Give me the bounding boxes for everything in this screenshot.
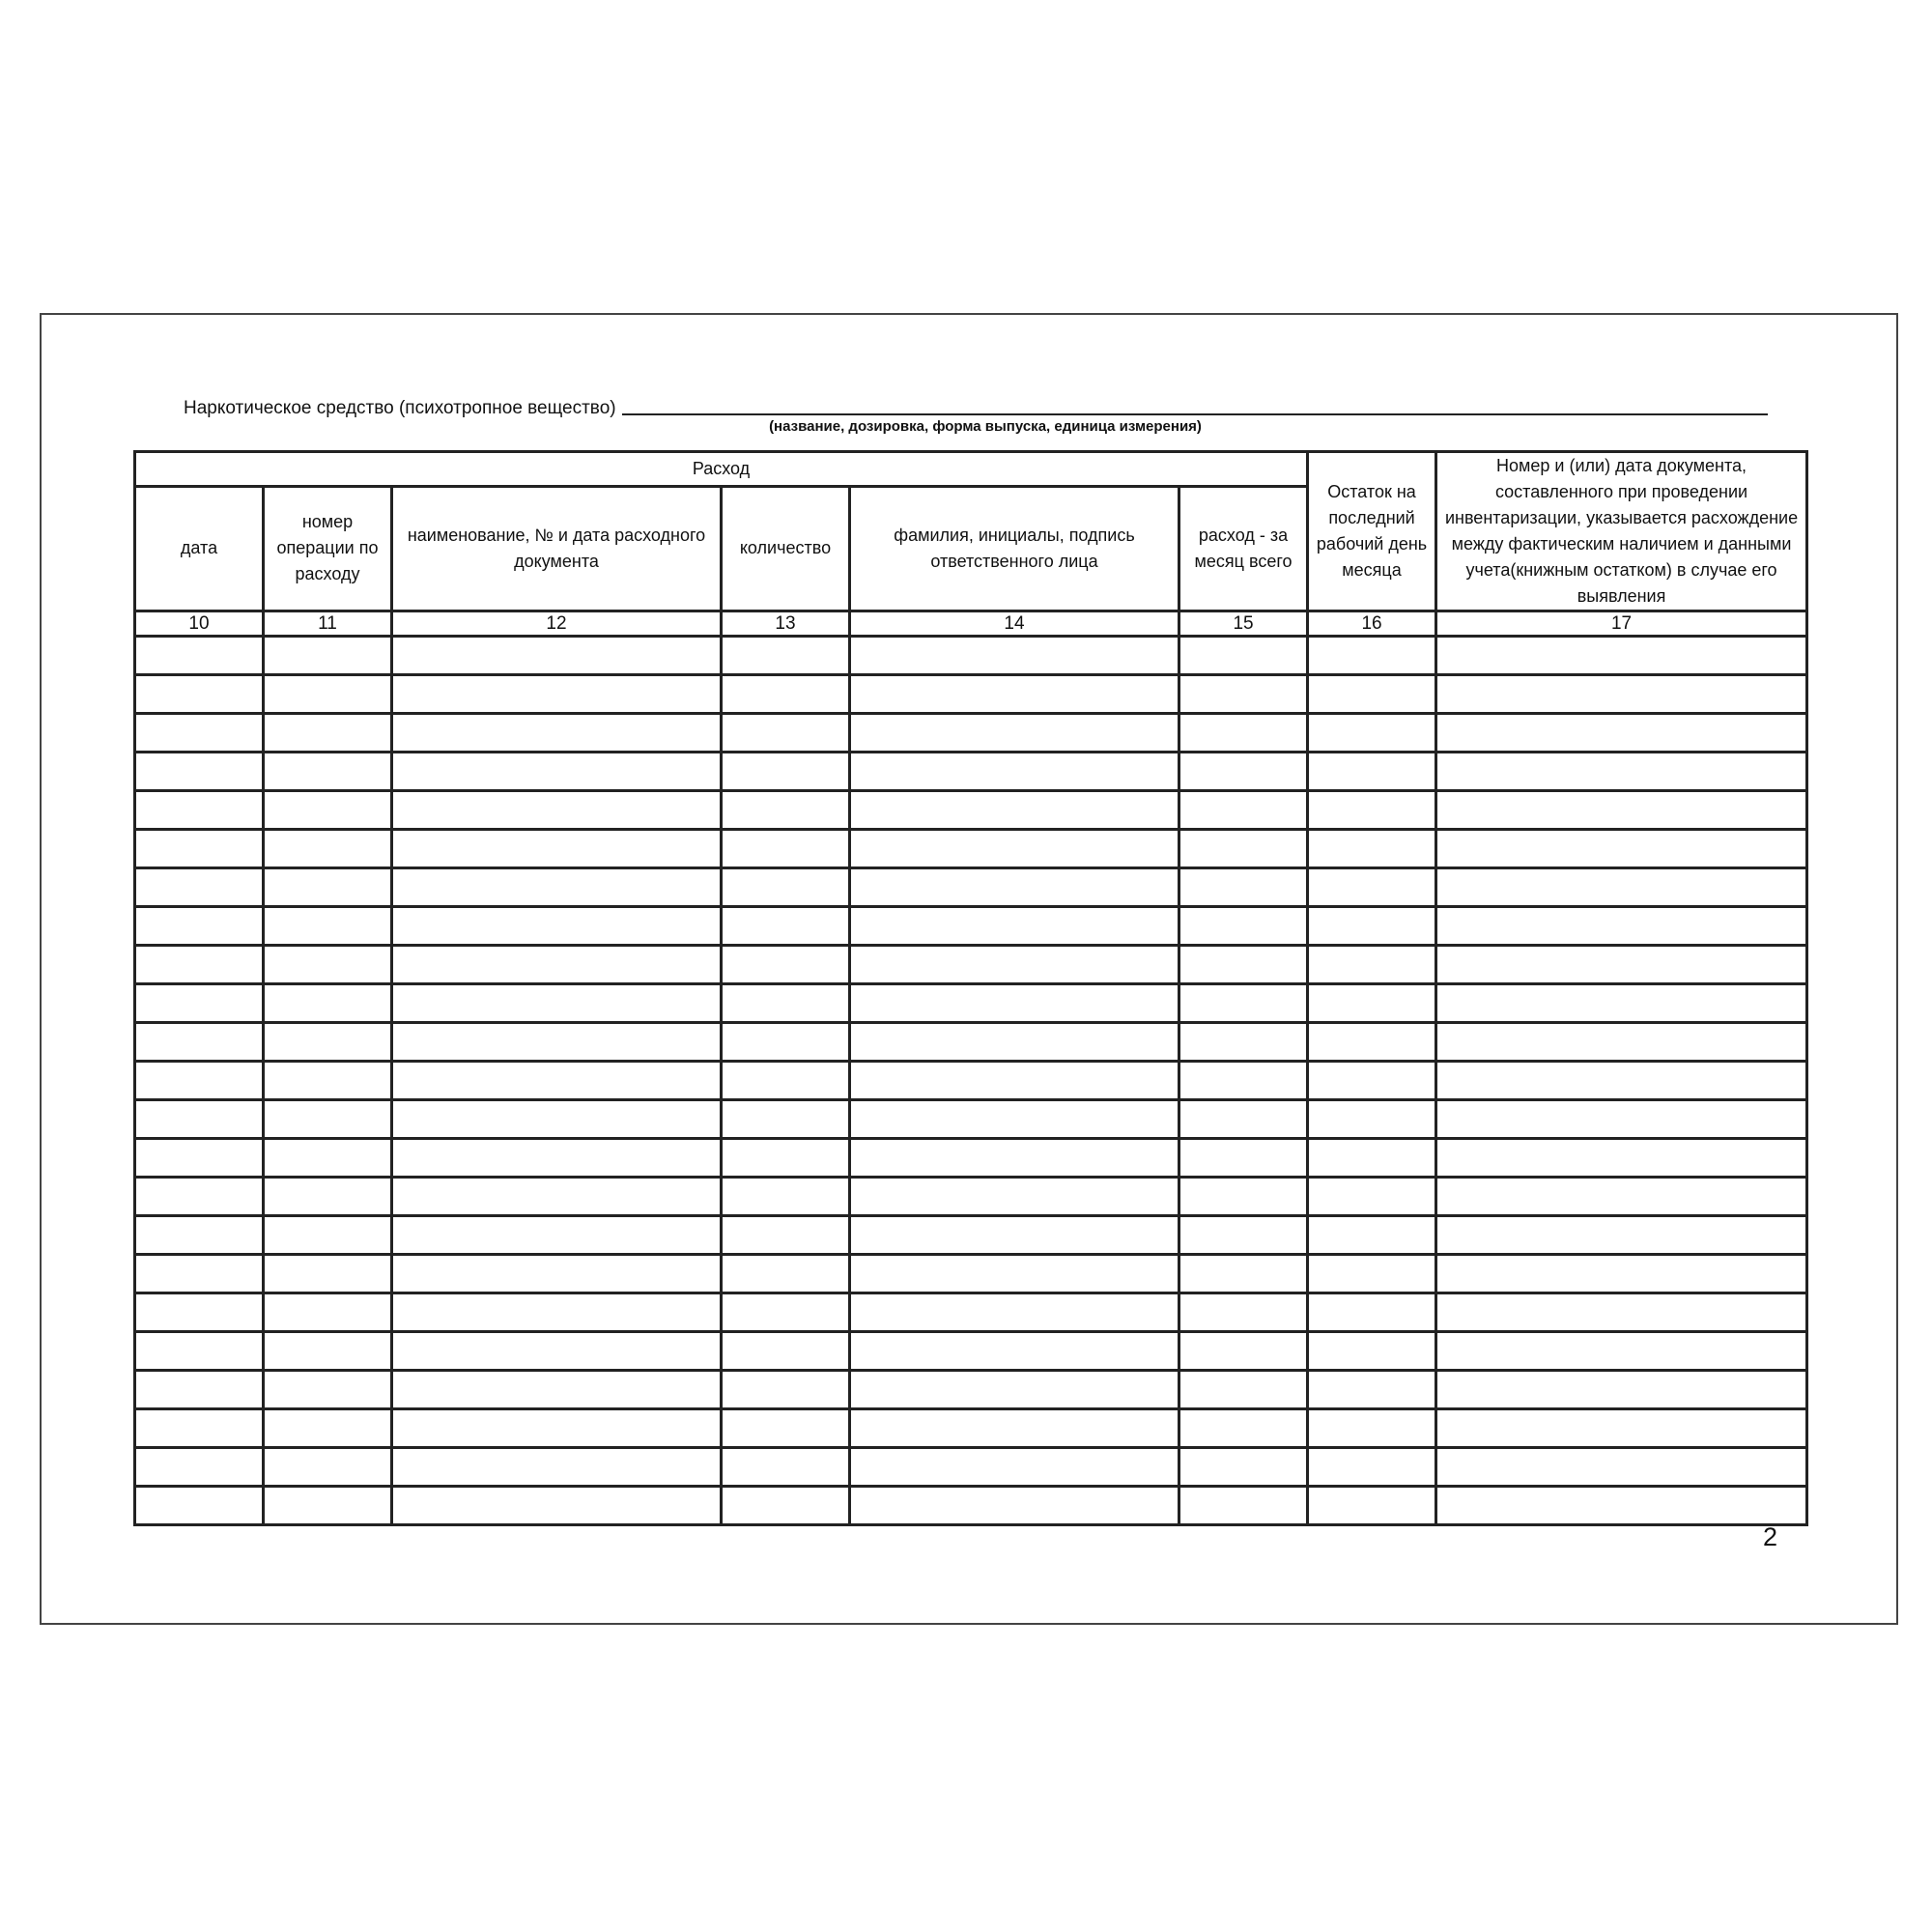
table-cell[interactable] [1436,1409,1807,1448]
table-cell[interactable] [1436,637,1807,675]
table-row [135,1371,1807,1409]
table-cell[interactable] [1308,984,1436,1023]
table-cell[interactable] [722,1178,850,1216]
table-row [135,946,1807,984]
table-cell[interactable] [850,1409,1179,1448]
table-cell[interactable] [1308,637,1436,675]
column-number: 13 [722,611,850,637]
table-cell[interactable] [850,637,1179,675]
table-cell[interactable] [1436,1448,1807,1487]
table-cell[interactable] [1179,830,1308,868]
column-number: 11 [264,611,392,637]
table-row [135,714,1807,753]
table-cell[interactable] [850,984,1179,1023]
table-cell[interactable] [722,984,850,1023]
table-cell[interactable] [850,714,1179,753]
table-cell[interactable] [1436,868,1807,907]
table-cell[interactable] [264,907,392,946]
table-cell[interactable] [850,907,1179,946]
table-row [135,1487,1807,1525]
table-cell[interactable] [135,1023,264,1062]
table-cell[interactable] [392,907,722,946]
table-row [135,675,1807,714]
table-cell[interactable] [1308,1139,1436,1178]
table-cell[interactable] [392,946,722,984]
table-cell[interactable] [392,868,722,907]
table-cell[interactable] [850,868,1179,907]
journal-body [135,637,1807,1525]
table-cell[interactable] [135,1409,264,1448]
column-number: 15 [1179,611,1308,637]
table-cell[interactable] [392,1178,722,1216]
table-cell[interactable] [850,1487,1179,1525]
table-cell[interactable] [135,1371,264,1409]
table-cell[interactable] [850,1332,1179,1371]
table-cell[interactable] [1179,1216,1308,1255]
table-cell[interactable] [1179,1178,1308,1216]
substance-heading [184,390,1768,419]
table-cell[interactable] [392,1448,722,1487]
table-row [135,753,1807,791]
table-cell[interactable] [264,984,392,1023]
table-cell[interactable] [392,1371,722,1409]
table-row [135,637,1807,675]
table-cell[interactable] [135,1100,264,1139]
table-cell[interactable] [722,791,850,830]
table-cell[interactable] [1179,984,1308,1023]
table-cell[interactable] [264,1409,392,1448]
table-cell[interactable] [1308,753,1436,791]
column-header-document: наименование, № и дата расходного документа [392,486,722,611]
table-cell[interactable] [850,1293,1179,1332]
table-cell[interactable] [1308,907,1436,946]
table-cell[interactable] [1436,1023,1807,1062]
table-cell[interactable] [135,1293,264,1332]
table-cell[interactable] [1179,1371,1308,1409]
table-cell[interactable] [1308,946,1436,984]
table-cell[interactable] [722,637,850,675]
table-row [135,1293,1807,1332]
column-number: 12 [392,611,722,637]
table-cell[interactable] [1179,753,1308,791]
table-cell[interactable] [264,1023,392,1062]
table-cell[interactable] [392,1487,722,1525]
table-cell[interactable] [1179,1139,1308,1178]
table-cell[interactable] [264,1448,392,1487]
table-cell[interactable] [135,637,264,675]
table-cell[interactable] [722,1062,850,1100]
table-cell[interactable] [264,830,392,868]
table-cell[interactable] [1436,1216,1807,1255]
group-header-expense: Расход [135,452,1308,487]
table-cell[interactable] [722,1293,850,1332]
table-row [135,1409,1807,1448]
table-cell[interactable] [1436,1332,1807,1371]
table-cell[interactable] [1179,1100,1308,1139]
table-cell[interactable] [1436,1062,1807,1100]
table-row [135,1448,1807,1487]
inventory-header: Номер и (или) дата документа, составленного при проведении инвентаризации, указывается расхождение между фактическим наличием и данными учета(книжным остатком) в случае его выявления [1436,452,1807,611]
table-cell[interactable] [722,1371,850,1409]
column-header-operation-number: номер операции по расходу [264,486,392,611]
table-cell[interactable] [392,753,722,791]
table-cell[interactable] [722,1100,850,1139]
table-cell[interactable] [1436,946,1807,984]
table-cell[interactable] [1436,1255,1807,1293]
table-cell[interactable] [392,637,722,675]
table-cell[interactable] [264,714,392,753]
table-cell[interactable] [1179,1332,1308,1371]
table-cell[interactable] [264,1255,392,1293]
table-cell[interactable] [1308,1409,1436,1448]
table-cell[interactable] [135,791,264,830]
table-cell[interactable] [1436,1100,1807,1139]
table-row [135,1062,1807,1100]
table-cell[interactable] [392,1255,722,1293]
table-cell[interactable] [850,1139,1179,1178]
table-row [135,1023,1807,1062]
table-cell[interactable] [135,907,264,946]
table-cell[interactable] [135,868,264,907]
table-cell[interactable] [850,1216,1179,1255]
table-cell[interactable] [1308,830,1436,868]
table-cell[interactable] [264,1216,392,1255]
column-number: 10 [135,611,264,637]
table-cell[interactable] [1308,1023,1436,1062]
table-cell[interactable] [1436,753,1807,791]
table-cell[interactable] [392,1332,722,1371]
table-cell[interactable] [850,1448,1179,1487]
table-cell[interactable] [1179,637,1308,675]
table-cell[interactable] [392,984,722,1023]
table-row [135,1332,1807,1371]
table-cell[interactable] [1179,907,1308,946]
table-row [135,868,1807,907]
table-cell[interactable] [135,675,264,714]
table-cell[interactable] [1179,946,1308,984]
table-cell[interactable] [264,1100,392,1139]
table-cell[interactable] [1436,1178,1807,1216]
table-cell[interactable] [850,791,1179,830]
table-cell[interactable] [135,1216,264,1255]
table-cell[interactable] [1308,1178,1436,1216]
table-cell[interactable] [264,791,392,830]
table-cell[interactable] [1308,1293,1436,1332]
table-cell[interactable] [1179,1293,1308,1332]
table-cell[interactable] [1179,1023,1308,1062]
table-cell[interactable] [264,1487,392,1525]
table-cell[interactable] [1179,791,1308,830]
table-cell[interactable] [135,1178,264,1216]
table-cell[interactable] [135,1332,264,1371]
table-cell[interactable] [1436,1371,1807,1409]
table-cell[interactable] [264,1139,392,1178]
table-cell[interactable] [1308,714,1436,753]
table-cell[interactable] [264,1332,392,1371]
table-cell[interactable] [1436,1139,1807,1178]
table-cell[interactable] [850,1023,1179,1062]
table-cell[interactable] [1308,1371,1436,1409]
column-header-monthly-total: расход - за месяц всего [1179,486,1308,611]
table-cell[interactable] [392,1023,722,1062]
table-cell[interactable] [264,1371,392,1409]
table-cell[interactable] [264,946,392,984]
remainder-header: Остаток на последний рабочий день месяца [1308,452,1436,611]
table-cell[interactable] [850,946,1179,984]
table-cell[interactable] [722,753,850,791]
table-cell[interactable] [392,1100,722,1139]
table-cell[interactable] [1179,1255,1308,1293]
table-cell[interactable] [264,1062,392,1100]
substance-fill-line[interactable] [622,412,1768,415]
table-cell[interactable] [135,984,264,1023]
table-cell[interactable] [1436,714,1807,753]
table-cell[interactable] [1308,1487,1436,1525]
table-cell[interactable] [850,1178,1179,1216]
table-cell[interactable] [1308,675,1436,714]
column-header-date: дата [135,486,264,611]
page-number: 2 [1762,1522,1777,1551]
table-cell[interactable] [850,1255,1179,1293]
table-row [135,1139,1807,1178]
table-cell[interactable] [264,675,392,714]
table-cell[interactable] [264,1293,392,1332]
table-row [135,907,1807,946]
table-cell[interactable] [722,1409,850,1448]
table-cell[interactable] [392,1062,722,1100]
table-cell[interactable] [392,675,722,714]
table-cell[interactable] [722,1216,850,1255]
table-cell[interactable] [722,1139,850,1178]
table-cell[interactable] [135,946,264,984]
table-cell[interactable] [392,791,722,830]
table-cell[interactable] [392,1216,722,1255]
table-row [135,830,1807,868]
table-cell[interactable] [264,753,392,791]
table-cell[interactable] [850,1371,1179,1409]
table-cell[interactable] [264,1178,392,1216]
table-row [135,1100,1807,1139]
column-header-responsible-person: фамилия, инициалы, подпись ответственного лица [850,486,1179,611]
column-number: 14 [850,611,1179,637]
table-cell[interactable] [1308,868,1436,907]
table-cell[interactable] [1308,1062,1436,1100]
table-cell[interactable] [722,1255,850,1293]
table-cell[interactable] [1436,791,1807,830]
table-cell[interactable] [1436,907,1807,946]
table-cell[interactable] [722,1023,850,1062]
table-cell[interactable] [135,1255,264,1293]
table-cell[interactable] [264,868,392,907]
table-cell[interactable] [1179,714,1308,753]
table-row [135,1216,1807,1255]
table-cell[interactable] [392,1409,722,1448]
table-cell[interactable] [1308,1100,1436,1139]
table-cell[interactable] [722,868,850,907]
table-row [135,984,1807,1023]
table-cell[interactable] [1308,1332,1436,1371]
table-row [135,791,1807,830]
table-cell[interactable] [722,907,850,946]
table-row [135,1178,1807,1216]
table-cell[interactable] [1436,675,1807,714]
substance-label: Наркотическое средство (психотропное вещество) [184,398,616,418]
table-cell[interactable] [722,714,850,753]
table-cell[interactable] [135,714,264,753]
table-cell[interactable] [850,1062,1179,1100]
table-cell[interactable] [850,675,1179,714]
table-cell[interactable] [722,675,850,714]
table-cell[interactable] [850,1100,1179,1139]
table-cell[interactable] [1436,830,1807,868]
table-cell[interactable] [1179,1409,1308,1448]
table-row [135,1255,1807,1293]
journal-table [133,450,1808,1526]
column-number: 16 [1308,611,1436,637]
table-cell[interactable] [135,1139,264,1178]
table-cell[interactable] [264,637,392,675]
table-cell[interactable] [135,830,264,868]
column-number: 17 [1436,611,1807,637]
table-cell[interactable] [1308,1216,1436,1255]
substance-hint: (название, дозировка, форма выпуска, единица измерения) [769,418,1202,435]
table-cell[interactable] [722,946,850,984]
table-cell[interactable] [722,830,850,868]
table-cell[interactable] [1179,1448,1308,1487]
table-cell[interactable] [1179,1062,1308,1100]
table-cell[interactable] [850,830,1179,868]
table-cell[interactable] [392,830,722,868]
table-cell[interactable] [135,753,264,791]
table-cell[interactable] [135,1448,264,1487]
table-cell[interactable] [392,1293,722,1332]
table-cell[interactable] [1179,868,1308,907]
table-cell[interactable] [135,1062,264,1100]
table-cell[interactable] [135,1487,264,1525]
table-cell[interactable] [850,753,1179,791]
table-cell[interactable] [1179,675,1308,714]
table-cell[interactable] [1308,791,1436,830]
table-cell[interactable] [392,1139,722,1178]
table-cell[interactable] [722,1332,850,1371]
table-cell[interactable] [722,1448,850,1487]
table-cell[interactable] [1436,1487,1807,1525]
table-cell[interactable] [722,1487,850,1525]
table-cell[interactable] [1436,1293,1807,1332]
table-cell[interactable] [1436,984,1807,1023]
table-cell[interactable] [1308,1448,1436,1487]
table-cell[interactable] [392,714,722,753]
table-cell[interactable] [1179,1487,1308,1525]
table-cell[interactable] [1308,1255,1436,1293]
column-header-quantity: количество [722,486,850,611]
